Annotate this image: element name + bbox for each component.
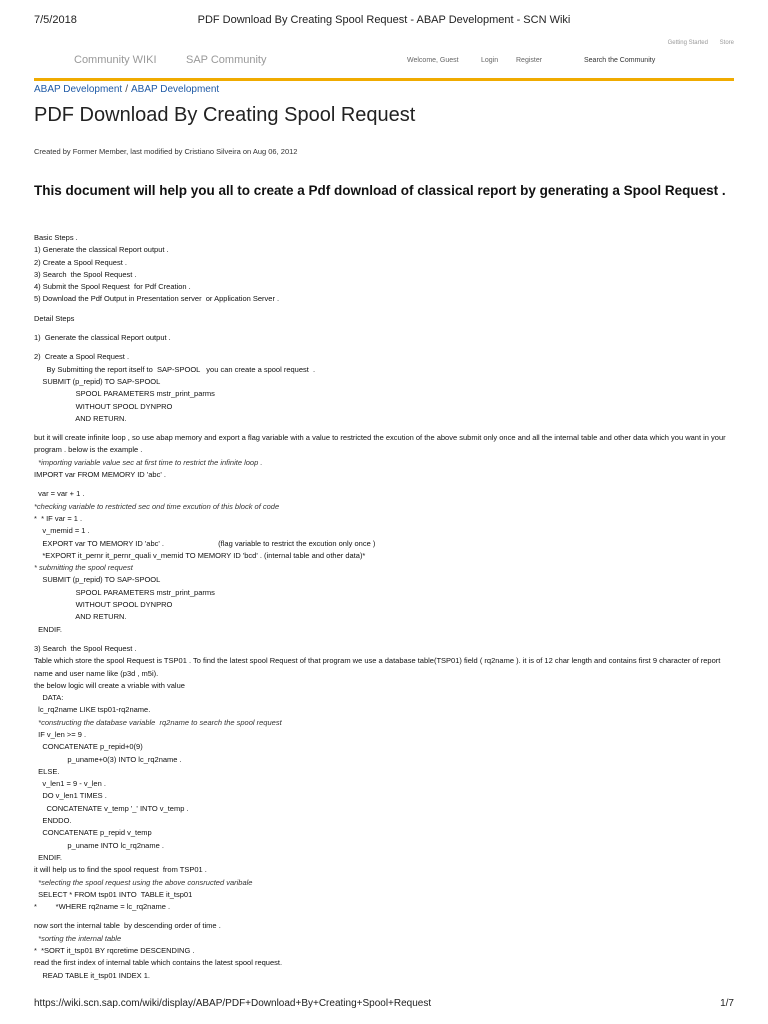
search-community-input[interactable]: Search the Community <box>584 57 656 64</box>
body-line: CONCATENATE p_repid+0(9) <box>34 742 143 752</box>
body-line: SUBMIT (p_repid) TO SAP-SPOOL <box>34 376 161 386</box>
body-line: 1) Generate the classical Report output . <box>34 333 171 343</box>
body-line: p_uname INTO lc_rq2name . <box>34 840 164 850</box>
utility-links <box>658 40 734 46</box>
paragraph-gap <box>34 306 734 313</box>
code-comment-line: *constructing the database variable rq2name to search the spool request <box>34 717 282 727</box>
code-comment-line: *sorting the internal table <box>34 933 122 943</box>
body-line: p_uname+0(3) INTO lc_rq2name . <box>34 754 182 764</box>
body-line: but it will create infinite loop , so use abap memory and export a flag variable with a value to restricted the excution of the above submit only once and all the internal table and other data which you want in your program . below is the example . <box>34 433 726 455</box>
paragraph-gap <box>34 325 734 332</box>
body-line: CONCATENATE p_repid v_temp <box>34 828 152 838</box>
breadcrumb-item[interactable]: ABAP Development <box>130 84 220 95</box>
getting-started-link[interactable]: Getting Started <box>667 40 708 46</box>
body-line: 3) Search the Spool Request . <box>34 643 137 653</box>
body-line: SELECT * FROM tsp01 INTO TABLE it_tsp01 <box>34 889 193 899</box>
body-line: WITHOUT SPOOL DYNPRO <box>34 600 173 610</box>
body-line: SPOOL PARAMETERS mstr_print_parms <box>34 389 215 399</box>
body-line: AND RETURN. <box>34 612 127 622</box>
print-url: https://wiki.scn.sap.com/wiki/display/ABAP/PDF+Download+By+Creating+Spool+Request <box>34 998 432 1009</box>
print-page-number: 1/7 <box>720 998 734 1009</box>
body-line: v_memid = 1 . <box>34 526 90 536</box>
body-line: var = var + 1 . <box>34 489 85 499</box>
body-line: SPOOL PARAMETERS mstr_print_parms <box>34 587 215 597</box>
body-line: AND RETURN. <box>34 413 127 423</box>
document-body <box>34 232 734 982</box>
body-line: IF v_len >= 9 . <box>34 729 87 739</box>
body-line: 1) Generate the classical Report output . <box>34 245 169 255</box>
body-line: * *WHERE rq2name = lc_rq2name . <box>34 902 171 912</box>
body-line: 5) Download the Pdf Output in Presentation server or Application Server . <box>34 294 280 304</box>
body-line: 3) Search the Spool Request . <box>34 269 137 279</box>
body-line: READ TABLE it_tsp01 INDEX 1. <box>34 970 151 980</box>
body-line: WITHOUT SPOOL DYNPRO <box>34 401 173 411</box>
paragraph-gap <box>34 425 734 432</box>
body-line: 2) Create a Spool Request . <box>34 257 127 267</box>
page-title: PDF Download By Creating Spool Request <box>34 104 416 126</box>
body-line: now sort the internal table by descending order of time . <box>34 921 221 931</box>
code-comment-line: *checking variable to restricted sec ond time excution of this block of code <box>34 501 280 511</box>
body-line: IMPORT var FROM MEMORY ID 'abc' . <box>34 470 166 480</box>
code-comment-line: * submitting the spool request <box>34 563 133 573</box>
body-line: read the first index of internal table which contains the latest spool request. <box>34 958 283 968</box>
body-line: * *SORT it_tsp01 BY rqcretime DESCENDING . <box>34 946 195 956</box>
body-line: Basic Steps . <box>34 233 78 242</box>
body-line: EXPORT var TO MEMORY ID 'abc' . (flag variable to restrict the excution only once ) <box>34 538 376 548</box>
body-line: ELSE. <box>34 766 60 776</box>
paragraph-gap <box>34 481 734 488</box>
breadcrumb-item[interactable]: ABAP Development <box>34 84 123 95</box>
body-line: By Submitting the report itself to SAP-SPOOL you can create a spool request . <box>34 364 316 374</box>
body-line: 2) Create a Spool Request . <box>34 352 130 362</box>
page-byline: Created by Former Member, last modified by Cristiano Silveira on Aug 06, 2012 <box>34 147 298 156</box>
body-line: ENDIF. <box>34 852 62 862</box>
body-line: * * IF var = 1 . <box>34 513 83 523</box>
paragraph-gap <box>34 636 734 643</box>
store-link[interactable]: Store <box>719 40 734 46</box>
body-line: ENDDO. <box>34 816 72 826</box>
print-header <box>34 14 734 28</box>
body-line: DO v_len1 TIMES . <box>34 791 107 801</box>
body-line: CONCATENATE v_temp '_' INTO v_temp . <box>34 803 189 813</box>
lead-heading: This document will help you all to create a Pdf download of classical report by generating a Spool Request . <box>34 183 726 198</box>
body-line: Table which store the spool Request is TSP01 . To find the latest spool Request of that program we use a database table(TSP01) field ( rq2name ). it is of 12 char length and contains first 9 character of report name and user name like (p3d , m5i). <box>34 656 721 678</box>
community-wiki-link[interactable]: Community WIKI <box>74 54 157 66</box>
register-link[interactable]: Register <box>516 57 543 64</box>
body-line: Detail Steps <box>34 313 75 323</box>
body-line: ENDIF. <box>34 624 62 634</box>
welcome-guest-text: Welcome, Guest <box>407 57 459 64</box>
body-line: v_len1 = 9 - v_len . <box>34 779 106 789</box>
print-date: 7/5/2018 <box>34 14 77 26</box>
code-comment-line: *selecting the spool request using the above consructed varibale <box>34 877 253 887</box>
body-line: DATA: <box>34 693 64 703</box>
body-line: *EXPORT it_pernr it_pernr_quali v_memid TO MEMORY ID 'bcd' . (internal table and other data)* <box>34 550 366 560</box>
body-line: SUBMIT (p_repid) TO SAP-SPOOL <box>34 575 161 585</box>
sap-community-link[interactable]: SAP Community <box>186 54 267 66</box>
body-line: the below logic will create a vriable with value <box>34 680 185 690</box>
paragraph-gap <box>34 913 734 920</box>
print-title: PDF Download By Creating Spool Request - ABAP Development - SCN Wiki <box>197 14 571 26</box>
body-line: it will help us to find the spool request from TSP01 . <box>34 865 207 875</box>
breadcrumb <box>34 84 219 95</box>
breadcrumb-separator: / <box>125 84 128 95</box>
top-navigation <box>34 38 734 81</box>
code-comment-line: *importing variable value sec at first time to restrict the infinite loop . <box>34 457 263 467</box>
paragraph-gap <box>34 344 734 351</box>
print-footer <box>34 998 734 1012</box>
body-line: 4) Submit the Spool Request for Pdf Creation . <box>34 282 191 292</box>
login-link[interactable]: Login <box>481 57 499 64</box>
body-line: lc_rq2name LIKE tsp01-rq2name. <box>34 705 151 715</box>
